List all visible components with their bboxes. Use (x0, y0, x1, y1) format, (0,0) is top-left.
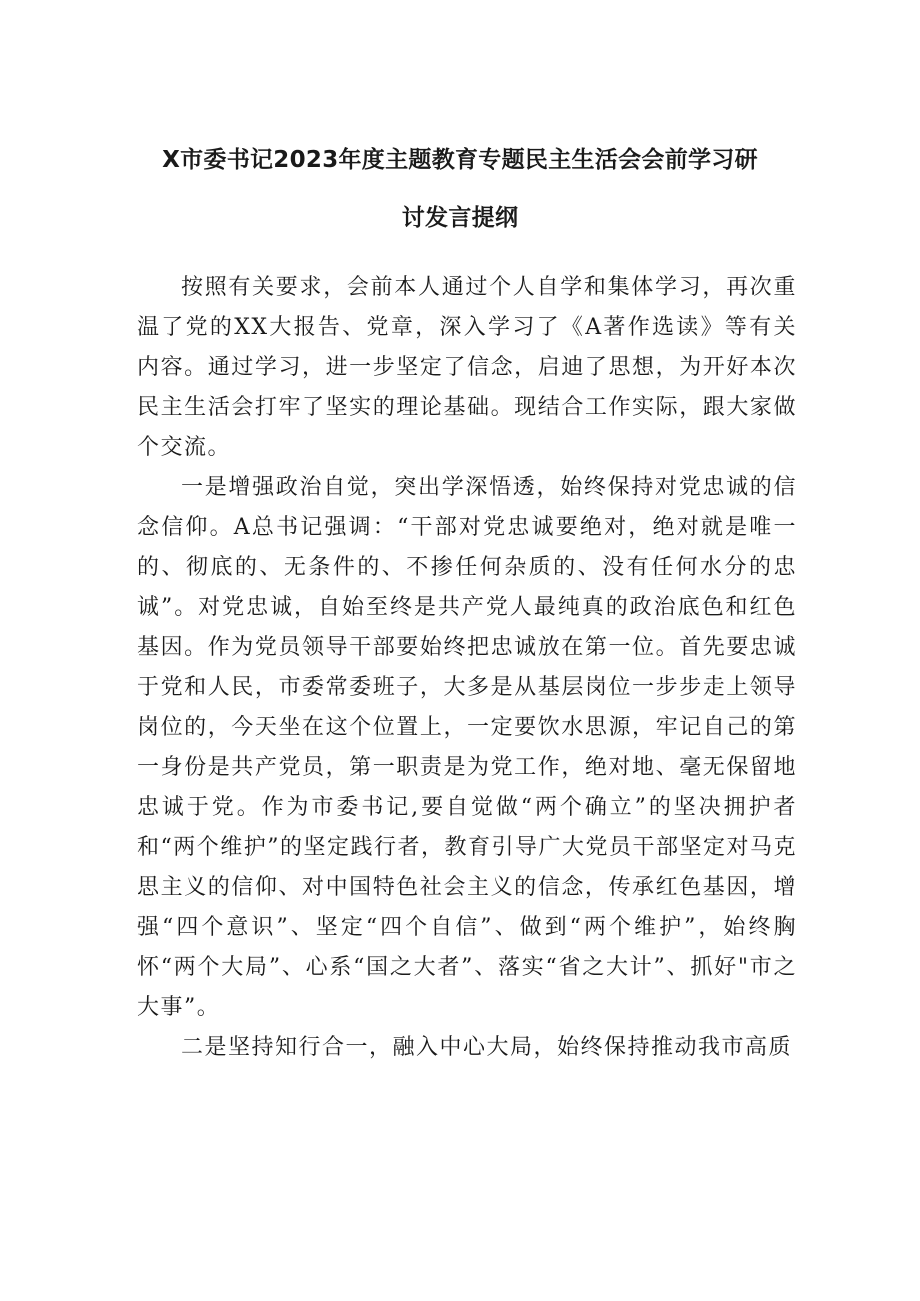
document-body (137, 268, 797, 1068)
paragraph-intro: 按照有关要求，会前本人通过个人自学和集体学习，再次重温了党的XX大报告、党章，深入学习了《A著作选读》等有关内容。通过学习，进一步坚定了信念，启迪了思想，为开好本次民主生活会打牢了坚实的理论基础。现结合工作实际，跟大家做个交流。 (137, 275, 797, 460)
paragraph-point-one: 一是增强政治自觉，突出学深悟透，始终保持对党忠诚的信念信仰。A总书记强调：“干部对党忠诚要绝对，绝对就是唯一的、彻底的、无条件的、不掺任何杂质的、没有任何水分的忠诚”。对党忠诚，自始至终是共产党人最纯真的政治底色和红色基因。作为党员领导干部要始终把忠诚放在第一位。首先要忠诚于党和人民，市委常委班子，大多是从基层岗位一步步走上领导岗位的，今天坐在这个位置上，一定要饮水思源，牢记自己的第一身份是共产党员，第一职责是为党工作，绝对地、毫无保留地忠诚于党。作为市委书记,要自觉做“两个确立”的坚决拥护者和“两个维护”的坚定践行者，教育引导广大党员干部坚定对马克思主义的信仰、对中国特色社会主义的信念，传承红色基因，增强“四个意识”、坚定“四个自信”、做到“两个维护”，始终胸怀“两个大局”、心系“国之大者”、落实“省之大计”、抓好"市之大事”。 (137, 475, 797, 1020)
document-title-line-1: X市委书记2023年度主题教育专题民主生活会会前学习研 (162, 147, 758, 173)
document-title-line-2: 讨发言提纲 (401, 205, 519, 231)
paragraph-point-two: 二是坚持知行合一，融入中心大局，始终保持推动我市高质 (181, 1035, 793, 1060)
